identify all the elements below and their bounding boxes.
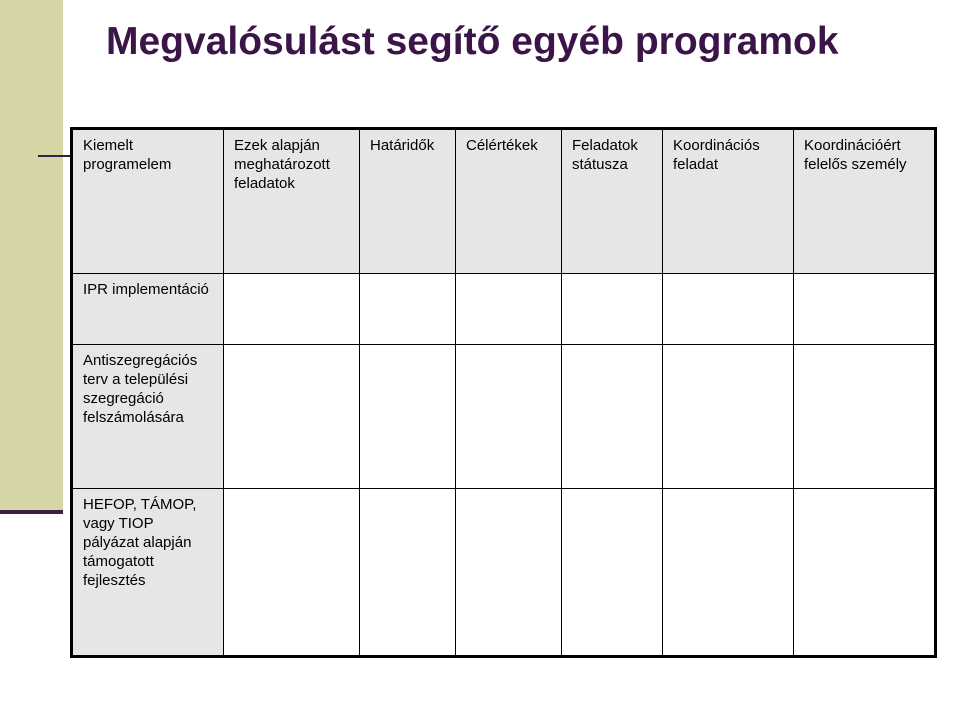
header-cell-statusz: Feladatok státusza: [562, 129, 663, 274]
header-cell-hataridok: Határidők: [360, 129, 456, 274]
table-cell: [794, 273, 936, 344]
decorative-side-band: [0, 0, 63, 512]
table-cell: [562, 489, 663, 657]
table-cell: [663, 273, 794, 344]
table-cell: [794, 489, 936, 657]
table-cell: [456, 273, 562, 344]
table-cell: [360, 273, 456, 344]
table-cell: [794, 344, 936, 489]
header-cell-feladatok: Ezek alapján meghatározott feladatok: [224, 129, 360, 274]
program-table: [70, 127, 937, 658]
header-cell-koordinacios-feladat: Koordinációs feladat: [663, 129, 794, 274]
table-cell: [562, 344, 663, 489]
table-cell: [224, 344, 360, 489]
table-row: [72, 273, 936, 344]
row-label-hefop: HEFOP, TÁMOP, vagy TIOP pályázat alapján támogatott fejlesztés: [72, 489, 224, 657]
table-cell: [663, 344, 794, 489]
row-label-ipr: IPR implementáció: [72, 273, 224, 344]
table-row: [72, 489, 936, 657]
decorative-tick-rule: [38, 155, 72, 157]
table-cell: [360, 344, 456, 489]
table-cell: [224, 489, 360, 657]
table-cell: [562, 273, 663, 344]
table-cell: [224, 273, 360, 344]
table-cell: [456, 344, 562, 489]
decorative-side-rule: [0, 510, 63, 514]
table-cell: [663, 489, 794, 657]
table-row: [72, 344, 936, 489]
slide-title: Megvalósulást segítő egyéb programok: [106, 20, 839, 63]
table-cell: [360, 489, 456, 657]
header-cell-programelem: Kiemelt programelem: [72, 129, 224, 274]
row-label-antiszegregacio: Antiszegregációs terv a települési szegregáció felszámolására: [72, 344, 224, 489]
header-cell-celertekek: Célértékek: [456, 129, 562, 274]
table-header-row: [72, 129, 936, 274]
header-cell-felelos-szemely: Koordinációért felelős személy: [794, 129, 936, 274]
table-cell: [456, 489, 562, 657]
